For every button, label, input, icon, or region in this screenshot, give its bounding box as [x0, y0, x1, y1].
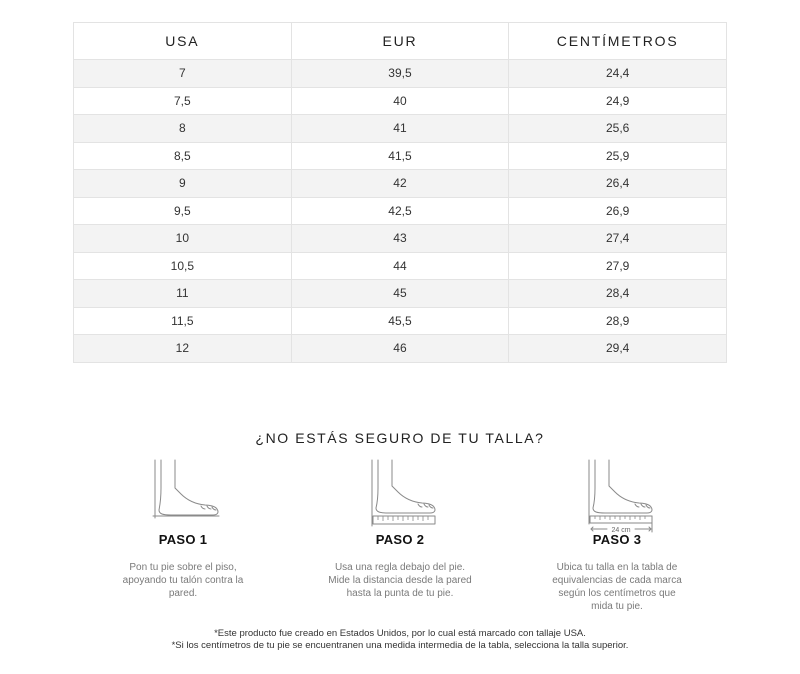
table-row	[74, 225, 727, 253]
foot-measurement-icon	[577, 458, 657, 536]
footnote-usa-sizing: *Este producto fue creado en Estados Unidos, por lo cual está marcado con tallaje USA.	[214, 628, 586, 639]
cell-cm: 28,9	[509, 307, 727, 335]
cell-usa: 12	[74, 335, 292, 363]
foot-on-ruler-icon	[360, 458, 440, 528]
cell-eur: 41	[291, 115, 509, 143]
cell-cm: 24,4	[509, 60, 727, 88]
cell-eur: 46	[291, 335, 509, 363]
table-header-row	[74, 23, 727, 60]
step-2	[305, 458, 495, 600]
cell-eur: 40	[291, 87, 509, 115]
step-3-title: PASO 3	[592, 532, 642, 547]
table-row	[74, 335, 727, 363]
cell-cm: 24,9	[509, 87, 727, 115]
cell-cm: 27,9	[509, 252, 727, 280]
cell-usa: 11	[74, 280, 292, 308]
cell-usa: 8	[74, 115, 292, 143]
table-row	[74, 307, 727, 335]
table-row	[74, 87, 727, 115]
footnote-intermediate-size: *Si los centímetros de tu pie se encuentranen una medida intermedia de la tabla, selecciona la talla superior.	[171, 640, 629, 651]
cell-usa: 9	[74, 170, 292, 198]
table-row	[74, 115, 727, 143]
cell-usa: 10,5	[74, 252, 292, 280]
table-row	[74, 252, 727, 280]
cell-usa: 7	[74, 60, 292, 88]
foot-against-wall-icon	[143, 458, 223, 520]
cell-eur: 45	[291, 280, 509, 308]
cell-cm: 26,4	[509, 170, 727, 198]
cell-cm: 26,9	[509, 197, 727, 225]
table-row	[74, 197, 727, 225]
cell-usa: 9,5	[74, 197, 292, 225]
step-2-title: PASO 2	[375, 532, 425, 547]
cell-eur: 39,5	[291, 60, 509, 88]
cell-eur: 44	[291, 252, 509, 280]
step-1-description: Pon tu pie sobre el piso, apoyando tu talón contra la pared.	[122, 562, 244, 599]
size-help-title: ¿NO ESTÁS SEGURO DE TU TALLA?	[255, 430, 545, 446]
step-3	[522, 458, 712, 613]
cell-eur: 42,5	[291, 197, 509, 225]
cell-eur: 43	[291, 225, 509, 253]
cell-usa: 10	[74, 225, 292, 253]
table-row	[74, 60, 727, 88]
cell-cm: 29,4	[509, 335, 727, 363]
cell-eur: 42	[291, 170, 509, 198]
table-row	[74, 280, 727, 308]
cell-cm: 25,6	[509, 115, 727, 143]
table-row	[74, 142, 727, 170]
measurement-label: 24 cm	[611, 527, 631, 534]
cell-eur: 41,5	[291, 142, 509, 170]
cell-cm: 28,4	[509, 280, 727, 308]
step-3-description: Ubica tu talla en la tabla de equivalencias de cada marca según los centímetros que mida tu pie.	[552, 562, 682, 612]
cell-usa: 7,5	[74, 87, 292, 115]
cell-usa: 8,5	[74, 142, 292, 170]
column-header-centimeters: CENTÍMETROS	[509, 23, 727, 60]
size-chart-table	[73, 22, 727, 363]
cell-cm: 25,9	[509, 142, 727, 170]
footnotes	[0, 628, 800, 652]
cell-eur: 45,5	[291, 307, 509, 335]
step-1-title: PASO 1	[158, 532, 208, 547]
step-1	[88, 458, 278, 600]
cell-usa: 11,5	[74, 307, 292, 335]
column-header-eur: EUR	[291, 23, 509, 60]
table-row	[74, 170, 727, 198]
step-2-description: Usa una regla debajo del pie. Mide la distancia desde la pared hasta la punta de tu pie.	[328, 562, 472, 599]
column-header-usa: USA	[74, 23, 292, 60]
cell-cm: 27,4	[509, 225, 727, 253]
